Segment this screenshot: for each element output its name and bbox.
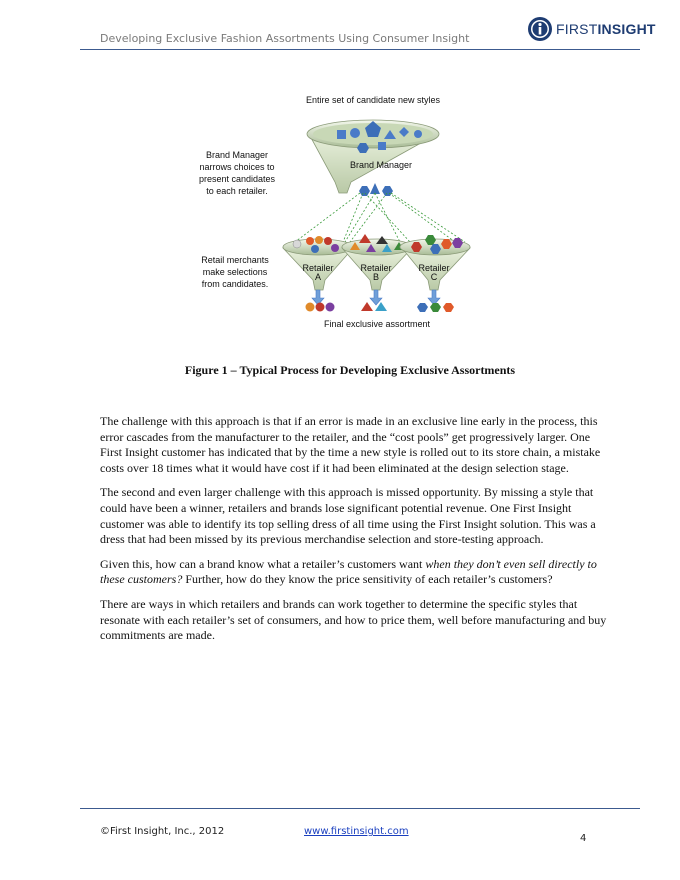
page-number: 4 [580,833,587,844]
logo-wordmark [556,21,656,37]
brand-manager-note-line1: Brand Manager [205,150,269,160]
header-divider [80,49,640,50]
retailer-b-letter: B [372,272,380,282]
brand-manager-funnel-label: Brand Manager [350,160,413,170]
paragraph-3-end: Further, how do they know the price sensitivity of each retailer’s customers? [182,572,553,587]
brand-manager-note-line2: narrows choices to [199,162,275,172]
retail-note-line1: Retail merchants [201,255,269,265]
process-figure [185,90,485,335]
logo-first: FIRST [556,21,598,37]
brand-manager-note-line3: present candidates [198,174,276,184]
retailer-c-letter: C [430,272,438,282]
retailer-c-label: Retailer [418,263,450,273]
retailer-a-label: Retailer [302,263,334,273]
paragraph-4: There are ways in which retailers and brands can work together to determine the specific styles that resonate with each retailer’s set of consumers, and how to price them, well before manufacturing and buy commitments are made. [100,596,607,643]
paragraph-3-italic: when they don’t even sell directly to these customers? [100,556,597,587]
footer-divider [80,808,640,809]
paragraph-3 [100,557,610,588]
footer-copyright: ©First Insight, Inc., 2012 [100,826,225,837]
retailer-b-label: Retailer [360,263,392,273]
company-logo [527,16,656,42]
paragraph-3-start: Given this, how can a brand know what a retailer’s customers want [100,556,426,571]
logo-insight: INSIGHT [597,21,656,37]
figure-top-label: Entire set of candidate new styles [305,95,441,105]
retail-note-line3: from candidates. [201,279,269,289]
paragraph-2: The second and even larger challenge with this approach is missed opportunity. By missing a style that could have been a winner, retailers and brands lose significant potential revenue. One First Insight customer was able to identify its top selling dress of all time using the First Insight solution. This was a dress that had been missed by its previous merchandise selection and store-testing approach. [100,485,596,547]
figure-bottom-label: Final exclusive assortment [323,319,431,329]
brand-manager-note-line4: to each retailer. [206,186,268,196]
info-logo-icon [527,16,553,42]
paragraph-1: The challenge with this approach is that if an error is made in an exclusive line early in the process, this error cascades from the manufacturer to the retailer, and the “cost pools” get progressively larger. One First Insight customer has indicated that by the time a new style is rolled out to its store chain, a mistake costs over 18 times what it would have cost if it had been eliminated at the design selection stage. [100,414,601,475]
selected-candidates [359,183,393,196]
dashed-connectors [295,193,465,242]
header-title: Developing Exclusive Fashion Assortments Using Consumer Insight [100,32,470,45]
figure-caption: Figure 1 – Typical Process for Developing Exclusive Assortments [184,363,516,377]
body-text [100,414,610,653]
retailer-a-letter: A [314,272,322,282]
brand-manager-note [199,150,276,196]
retail-note-line2: make selections [202,267,268,277]
retail-note [201,255,269,289]
final-assortment [306,302,455,312]
footer-website-link[interactable]: www.firstinsight.com [304,826,409,837]
